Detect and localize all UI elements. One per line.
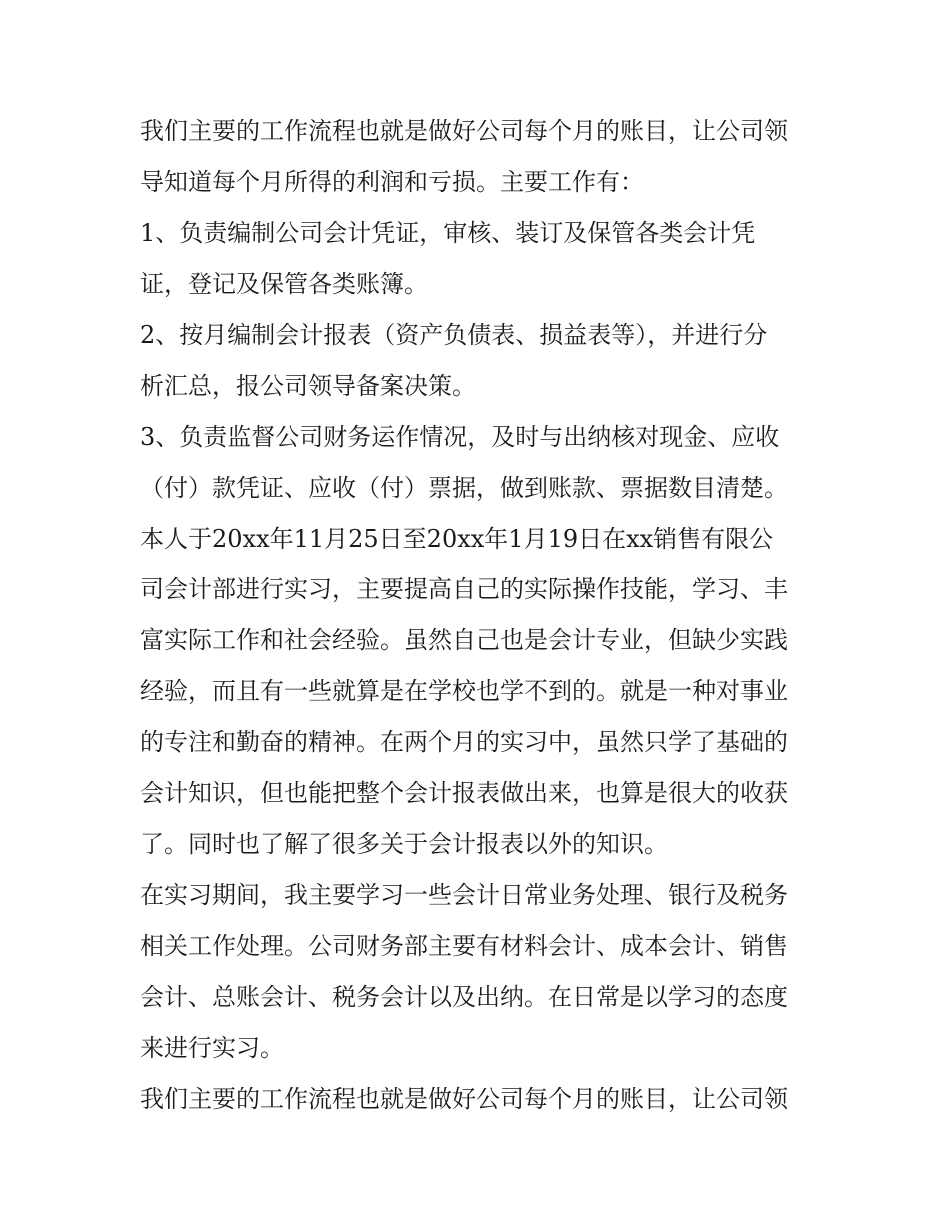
text-line: 了。同时也了解了很多关于会计报表以外的知识。	[140, 830, 668, 859]
text-line: 司会计部进行实习，主要提高自己的实际操作技能，学习、丰	[140, 575, 788, 604]
text-line: 经验，而且有一些就算是在学校也学不到的。就是一种对事业	[140, 677, 788, 706]
text-line: 的专注和勤奋的精神。在两个月的实习中，虽然只学了基础的	[140, 728, 788, 757]
text-line: 3、负责监督公司财务运作情况，及时与出纳核对现金、应收	[140, 422, 780, 451]
text-line: 会计、总账会计、税务会计以及出纳。在日常是以学习的态度	[140, 982, 788, 1011]
text-line: 2、按月编制会计报表（资产负债表、损益表等），并进行分	[140, 320, 768, 349]
text-line: 相关工作处理。公司财务部主要有材料会计、成本会计、销售	[140, 932, 788, 960]
text-line: 导知道每个月所得的利润和亏损。主要工作有：	[140, 167, 644, 196]
text-line: 会计知识，但也能把整个会计报表做出来，也算是很大的收获	[140, 779, 788, 808]
text-line: 证，登记及保管各类账簿。	[140, 269, 428, 298]
text-line: 我们主要的工作流程也就是做好公司每个月的账目，让公司领	[140, 117, 788, 145]
text-line: 析汇总，报公司领导备案决策。	[140, 371, 476, 400]
text-line: 本人于20xx年11月25日至20xx年1月19日在xx销售有限公	[140, 524, 774, 553]
text-line: （付）款凭证、应收（付）票据，做到账款、票据数目清楚。	[140, 473, 788, 502]
text-line: 富实际工作和社会经验。虽然自己也是会计专业，但缺少实践	[140, 626, 788, 655]
text-line: 1、负责编制公司会计凭证，审核、装订及保管各类会计凭	[140, 218, 756, 247]
text-line: 我们主要的工作流程也就是做好公司每个月的账目，让公司领	[140, 1084, 788, 1113]
text-line: 来进行实习。	[140, 1033, 284, 1062]
document-body	[140, 106, 820, 1125]
text-line: 在实习期间，我主要学习一些会计日常业务处理、银行及税务	[140, 881, 788, 910]
